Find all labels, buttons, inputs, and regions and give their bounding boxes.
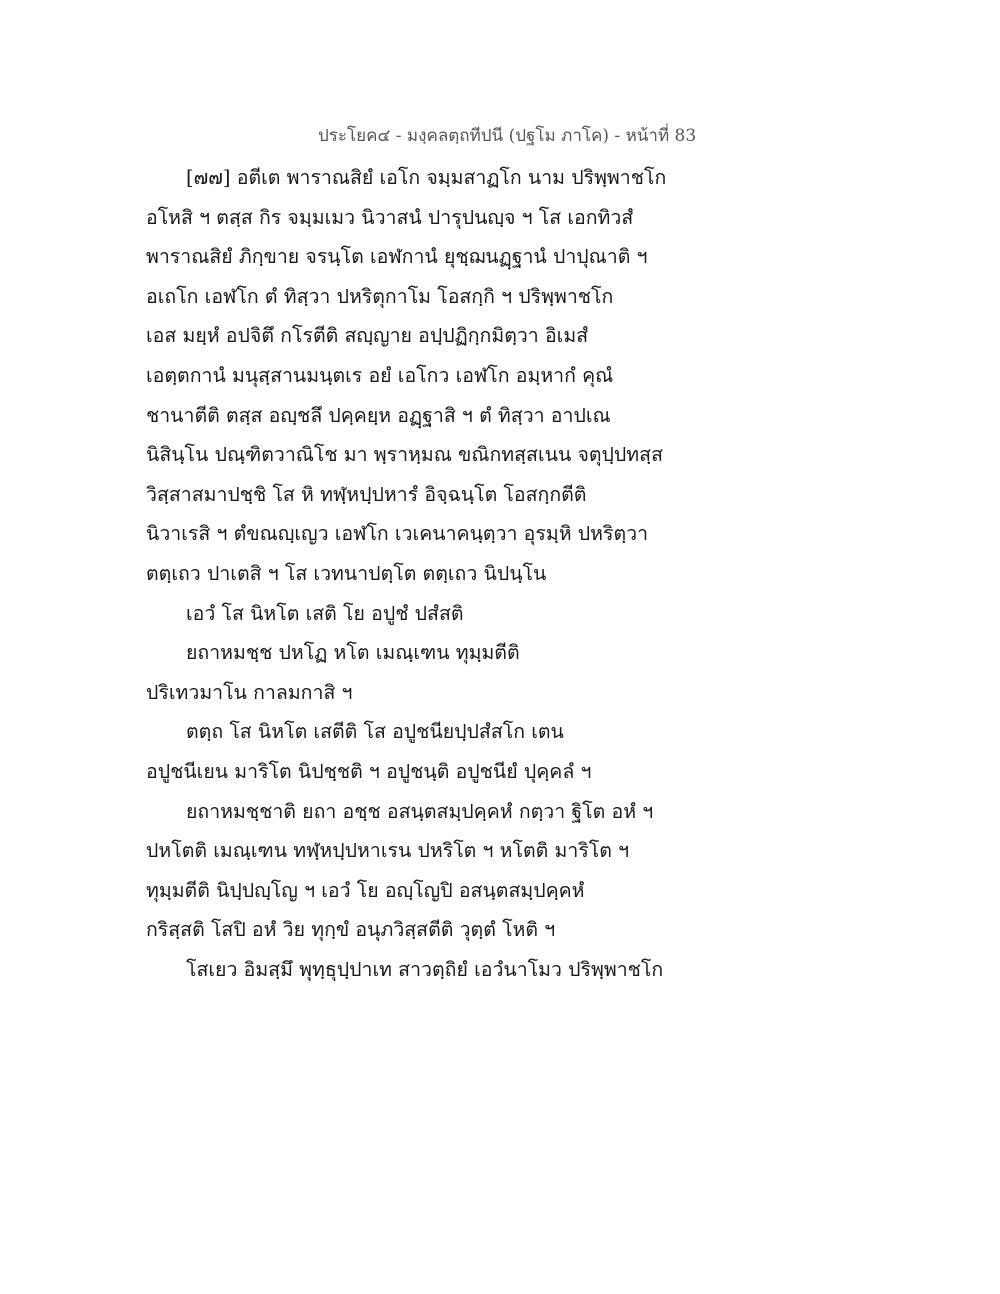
text-line: พาราณสิยํ ภิกฺขาย จรนฺโต เอฬกานํ ยุชฺฌนฏฺฐานํ ปาปุณาติ ฯ bbox=[146, 245, 648, 269]
text-line: โสเยว อิมสฺมึ พุทฺธุปฺปาเท สาวตฺถิยํ เอวํนาโมว ปริพฺพาชโก bbox=[186, 957, 664, 981]
text-line: อโหสิ ฯ ตสฺส กิร จมฺมเมว นิวาสนํ ปารุปนญฺจ ฯ โส เอกทิวสํ bbox=[146, 205, 634, 229]
text-line: เอตฺตกานํ มนุสฺสานมนฺตเร อยํ เอโกว เอฬโก อมฺหากํ คุณํ bbox=[146, 363, 614, 387]
text-line: [๗๗] อตีเต พาราณสิยํ เอโก จมฺมสาฏโก นาม ปริพฺพาชโก bbox=[186, 166, 667, 189]
text-line: กริสฺสติ โสปิ อหํ วิย ทุกฺขํ อนุภวิสฺสตีติ วุตฺตํ โหติ ฯ bbox=[146, 918, 556, 942]
text-line: ตตฺเถว ปาเตสิ ฯ โส เวทนาปตฺโต ตตฺเถว นิปนฺโน bbox=[146, 561, 547, 585]
page-body bbox=[146, 158, 706, 989]
verse-line: ยถาหมชฺช ปหโฏ หโต เมณฺเฑน ทุมฺมตีติ bbox=[186, 641, 520, 665]
text-line: นิสินฺโน ปณฺฑิตวาณิโช มา พฺราหฺมณ ขณิกทสฺสเนน จตุปฺปทสฺส bbox=[146, 443, 663, 467]
verse-line: เอวํ โส นิหโต เสติ โย อปูชํ ปสํสติ bbox=[186, 601, 464, 625]
text-line: นิวาเรสิ ฯ ตํขณญฺเญว เอฬโก เวเคนาคนฺตฺวา อุรมฺหิ ปหริตฺวา bbox=[146, 522, 649, 546]
text-line: ชานาตีติ ตสฺส อญฺชลึ ปคฺคยฺห อฏฺฐาสิ ฯ ตํ ทิสฺวา อาปเณ bbox=[146, 403, 611, 427]
text-line: ตตฺถ โส นิหโต เสตีติ โส อปูชนียปฺปสํสโก เตน bbox=[186, 720, 564, 744]
text-line: เอส มยฺหํ อปจิตึ กโรตีติ สญฺญาย อปฺปฏิกฺกมิตฺวา อิเมสํ bbox=[146, 324, 589, 348]
page-header: ประโยค๔ - มงฺคลตฺถทีปนี (ปฐโม ภาโค) - หน้าที่ 83 bbox=[318, 126, 697, 146]
text-line: อเถโก เอฬโก ตํ ทิสฺวา ปหริตุกาโม โอสกฺกิ ฯ ปริพฺพาชโก bbox=[146, 284, 614, 308]
text-line: ยถาหมชฺชาติ ยถา อชฺช อสนฺตสมฺปคฺคหํ กตฺวา ฐิโต อหํ ฯ bbox=[186, 799, 654, 823]
text-line: ทุมฺมตีติ นิปฺปญฺโญ ฯ เอวํ โย อญฺโญปิ อสนฺตสมฺปคฺคหํ bbox=[146, 878, 585, 902]
text-line: วิสฺสาสมาปชฺชิ โส หิ ทฬฺหปฺปหารํ อิจฺฉนฺโต โอสกฺกตีติ bbox=[146, 482, 587, 506]
text-line: ปหโตติ เมณฺเฑน ทฬฺหปฺปหาเรน ปหริโต ฯ หโตติ มาริโต ฯ bbox=[146, 839, 630, 863]
text-line: อปูชนีเยน มาริโต นิปชฺชติ ฯ อปูชนฺติ อปูชนียํ ปุคฺคลํ ฯ bbox=[146, 759, 592, 783]
text-line: ปริเทวมาโน กาลมกาสิ ฯ bbox=[146, 680, 353, 704]
